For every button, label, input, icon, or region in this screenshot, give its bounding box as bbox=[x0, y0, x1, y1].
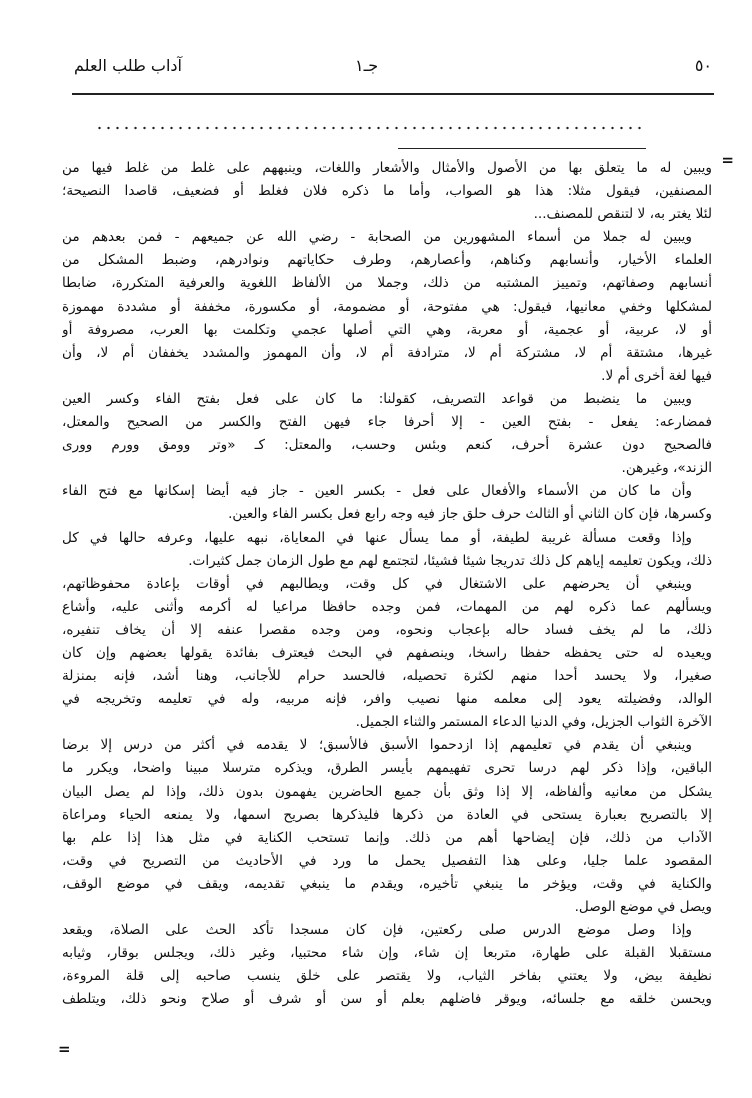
text-line: وإذا وصل موضع الدرس صلى ركعتين، فإن كان مسجدا تأكد الحث على الصلاة، ويقعد bbox=[62, 922, 692, 939]
text-line: ويبين له ما يتعلق بها من الأصول والأمثال والأشعار واللغات، وينبههم على غلط من غلط فيها من bbox=[62, 160, 712, 176]
text-line: الآداب من ذلك، فإن إيضاحها أهم من ذلك. وإنما تستحب الكناية في مثل هذا إذا علم بها bbox=[62, 829, 712, 846]
text-line: لمشكلها وخفي معانيها، فيقول: هي مفتوحة، أو مضمومة، أو مكسورة، مخففة أو مشددة مهموزة bbox=[62, 298, 712, 315]
text-line: الوالد، وفضيلته يعود إلى معلمه منها نصيب وافر، فإنه مربيه، وله في تعليمه وتخريجه في bbox=[62, 691, 712, 708]
text-line: فمضارعه: يفعل - بفتح العين - إلا أحرفا جاء فيهن الفتح والكسر من الصحيح والمعتل، bbox=[62, 414, 712, 431]
text-line: الباقين، وإذا ذكر لهم درسا تحرى تفهيمهم بأيسر الطرق، ويذكره مترسلا مبينا واضحا، ويكرر ما bbox=[62, 760, 712, 777]
text-line: فالصحيح دون عشرة أحرف، كنعم وبئس وحسب، والمعتل: كـ «وتر وومق وورم وورى bbox=[62, 437, 712, 454]
text-line: العلماء الأخيار، وأنسابهم وكناهم، وأعصارهم، وطرف حكاياتهم ونوادرهم، وضبط المشكل من bbox=[62, 252, 712, 269]
text-line: وإذا وقعت مسألة غريبة لطيفة، أو مما يسأل عنها في المعاياة، نبهه عليها، وعرفه حالها في كل bbox=[62, 529, 692, 546]
text-line: المصنفين، فيقول مثلا: هذا هو الصواب، وأما ما ذكره فلان فغلط أو فضعيف، قاصدا النصيحة؛ bbox=[62, 183, 712, 200]
body-text bbox=[62, 157, 712, 1011]
text-separator-rule bbox=[398, 148, 646, 149]
text-line: ويبين له جملا من أسماء المشهورين من الصحابة - رضي الله عن جميعهم - فمن بعدهم من bbox=[62, 229, 692, 246]
header-rule bbox=[72, 93, 714, 95]
text-line: ويسألهم عما ذكره لهم من المهمات، فمن وجده حافظا مراعيا له أكرمه وأثنى عليه، وأشاع bbox=[62, 598, 712, 615]
text-line: صغيرا، ولا يحسد أحدا منهم لكثرة تحصيله، فالحسد حرام للأجانب، وهنا أشد، فإنه بمنزلة bbox=[62, 668, 712, 685]
text-line: أنسابهم وصفاتهم، وتمييز المشتبه من ذلك، وجملا من الألفاظ اللغوية والعرفية المتكررة، ضابطا bbox=[62, 275, 712, 292]
page-number: ٥٠ bbox=[694, 56, 712, 75]
text-line: وكسرها، فإن كان الثاني أو الثالث حرف حلق جاز فيه وجه رابع فعل بكسر الفاء والعين. bbox=[228, 506, 712, 523]
text-line: إلا بالتصريح بعبارة يستحى في العادة من ذكرها فليذكرها بصريح اسمها، ولا يمنعه الحياء ومراعاة bbox=[62, 806, 712, 823]
text-line: فيها لغة أخرى أم لا. bbox=[601, 367, 712, 384]
text-line: ويحسن خلقه مع جلسائه، ويوقر فاضلهم بعلم أو سن أو شرف أو صلاح ونحو ذلك، ويتلطف bbox=[62, 991, 712, 1008]
text-line: والكناية في وقت، ويؤخر ما ينبغي تأخيره، ويقدم ما ينبغي تقديمه، ويقف في موضع الوقف، bbox=[62, 875, 712, 892]
text-line: ذلك، ما لم يخف فساد حاله بإعجاب ونحوه، ومن وجده مقصرا عنفه إلا أن يخاف تنفيره، bbox=[62, 621, 712, 638]
book-title: آداب طلب العلم bbox=[74, 56, 182, 75]
text-line: لئلا يغتر به، لا لتنقص للمصنف... bbox=[533, 206, 712, 223]
text-line: الآخرة الثواب الجزيل، وفي الدنيا الدعاء المستمر والثناء الجميل. bbox=[355, 714, 712, 731]
dotted-separator bbox=[95, 124, 647, 132]
text-line: يشكل من معانيه وألفاظه، إلا إذا وثق بأن جميع الحاضرين يفهمون بدون ذلك، وإذا لم يصل البيان bbox=[62, 783, 712, 800]
text-line: أو لا، عربية، أو عجمية، أو معربة، وهي التي أصلها عجمي وتكلمت بها العرب، مصروفة أو bbox=[62, 321, 712, 338]
text-line: مستقبلا القبلة على طهارة، متربعا إن شاء، وإن شاء محتبيا، وغير ذلك، ويجلس بوقار، وثيابه bbox=[62, 945, 712, 962]
text-line: المقصود علما جليا، وعلى هذا التفصيل يحمل ما ورد في الأحاديث من التصريح في وقت، bbox=[62, 852, 712, 869]
text-line: ويبين ما ينضبط من قواعد التصريف، كقولنا: ما كان على فعل بفتح الفاء وكسر العين bbox=[62, 390, 692, 407]
text-line: الزند»، وغيرهن. bbox=[621, 460, 712, 477]
text-line: نظيفة بيض، ولا يعتني بفاخر الثياب، ولا يقتصر على خلق ينسب صاحبه إلى قلة المروءة، bbox=[62, 968, 712, 985]
text-line: ذلك، ويكون تعليمه إياهم كل ذلك تدريجا شيئا فشيئا، لتجتمع لهم مع طول الزمان جمل كثيرات. bbox=[188, 552, 712, 569]
text-line: وأن ما كان من الأسماء والأفعال على فعل - بكسر العين - جاز فيه أيضا إسكانها مع فتح الفاء bbox=[62, 483, 692, 500]
text-line: غيرها، مشتقة أم لا، مشتركة أم لا، مترادفة أم لا، وأن المهموز والمشدد يخففان أم لا، وأن bbox=[62, 344, 712, 361]
continuation-mark-bottom: = bbox=[58, 1040, 71, 1058]
text-line: وينبغي أن يقدم في تعليمهم إذا ازدحموا الأسبق فالأسبق؛ لا يقدمه في أكثر من درس إلا برضا bbox=[62, 737, 692, 754]
text-line: ويعيده له حتى يحفظه حفظا راسخا، وينصفهم في البحث فيعترف بفائدة يقولها بعضهم وإن كان bbox=[62, 644, 712, 661]
continuation-mark-top: = bbox=[721, 151, 734, 169]
text-line: ويصل في موضع الوصل. bbox=[574, 899, 712, 915]
text-line: وينبغي أن يحرضهم على الاشتغال في كل وقت، ويطالبهم في أوقات بإعادة محفوظاتهم، bbox=[62, 575, 692, 592]
volume-label: جـ١ bbox=[355, 56, 379, 75]
